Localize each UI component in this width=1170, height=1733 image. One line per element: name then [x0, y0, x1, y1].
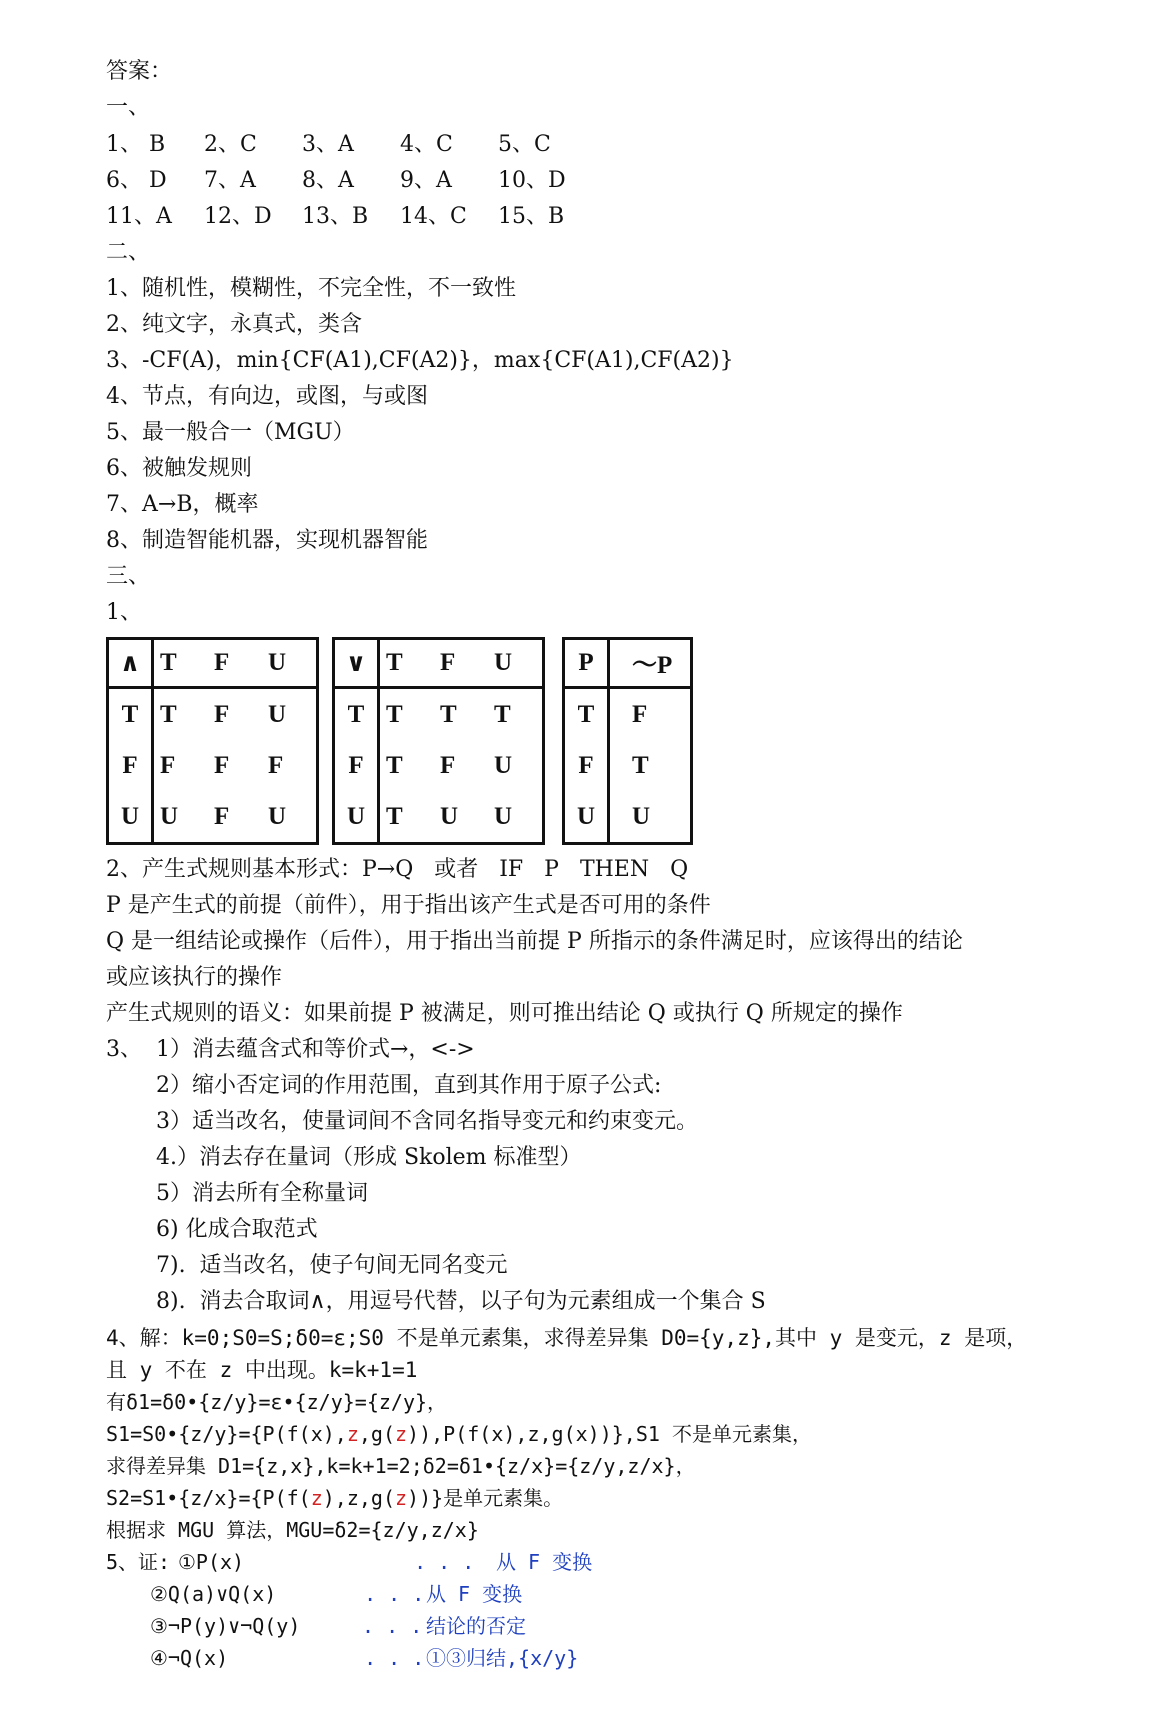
- row-label-cell: U: [334, 791, 379, 844]
- mc-answer: 14、C: [400, 204, 467, 229]
- fill-answer: 5、最一般合一（MGU）: [106, 420, 355, 445]
- q4-line: [106, 1420, 812, 1448]
- value-cell: U: [268, 700, 287, 728]
- header-cell: F: [434, 639, 488, 688]
- q5-step: [178, 1548, 592, 1576]
- value-cell: F: [214, 802, 230, 830]
- q5-expr: ②Q(a)∨Q(x): [150, 1582, 277, 1606]
- operator-cell: P: [564, 639, 609, 688]
- mc-row: [106, 167, 596, 195]
- fill-answer: 7、A→B，概率: [106, 492, 259, 517]
- value-cell: F: [214, 751, 230, 779]
- value-cell: T: [386, 751, 403, 779]
- value-cell: T: [632, 751, 649, 779]
- mc-answer: 7、A: [204, 168, 256, 193]
- header-cell: T: [379, 639, 435, 688]
- mc-answer: 10、D: [498, 168, 566, 193]
- value-cell: F: [440, 751, 456, 779]
- q4-text: )),P(f(x),z,g(x))},S1 不是单元素集，: [407, 1422, 812, 1446]
- operator-cell: ∨: [334, 639, 379, 688]
- q3-label: 3、: [106, 1037, 142, 1062]
- q2-line: Q 是一组结论或操作（后件），用于指出当前提 P 所指示的条件满足时，应该得出的结论: [106, 929, 963, 954]
- value-cell: F: [160, 751, 176, 779]
- q5-reason: 从 F 变换: [496, 1550, 593, 1574]
- q5-expr: ④¬Q(x): [150, 1646, 229, 1670]
- header-cell: T: [153, 639, 209, 688]
- row-label-cell: F: [108, 740, 153, 791]
- section-1-heading: 一、: [106, 95, 151, 120]
- q4-text: S2=S1•{z/x}={P(f(: [106, 1486, 311, 1510]
- q2-line: 或应该执行的操作: [106, 965, 283, 990]
- mc-answer: 4、C: [400, 132, 453, 157]
- mc-row: [106, 131, 596, 159]
- q5-step: [150, 1644, 578, 1672]
- mc-answer: 2、C: [204, 132, 257, 157]
- operator-cell: ∧: [108, 639, 153, 688]
- q3-step: 8). 消去合取词∧，用逗号代替，以子句为元素组成一个集合 S: [156, 1289, 766, 1314]
- q4-text: ),z,g(: [322, 1486, 395, 1510]
- section-3-heading: 三、: [106, 564, 151, 589]
- and-truth-table: [106, 637, 319, 845]
- fill-answer: 4、节点，有向边，或图，与或图: [106, 384, 428, 409]
- value-cell: F: [214, 700, 230, 728]
- value-cell: F: [632, 700, 648, 728]
- q5-expr: ③¬P(y)∨¬Q(y): [150, 1614, 301, 1638]
- q4-highlight: z: [346, 1422, 359, 1446]
- q4-line: 根据求 MGU 算法，MGU=δ2={z/y,z/x}: [106, 1518, 479, 1542]
- fill-answer: 8、制造智能机器，实现机器智能: [106, 528, 428, 553]
- q4-text: ,g(: [358, 1422, 395, 1446]
- value-cell: U: [268, 802, 287, 830]
- row-label-cell: F: [334, 740, 379, 791]
- mc-answer: 9、A: [400, 168, 452, 193]
- q5-dots: . . .: [340, 1646, 425, 1670]
- q5-dots: . . .: [340, 1582, 425, 1606]
- mc-answer: 5、C: [498, 132, 551, 157]
- q1-label: 1、: [106, 600, 142, 625]
- header-cell: F: [208, 639, 262, 688]
- value-cell: F: [268, 751, 284, 779]
- mc-answer: 11、A: [106, 204, 172, 229]
- value-cell: U: [494, 802, 513, 830]
- q4-highlight: z: [310, 1486, 323, 1510]
- value-cell: U: [494, 751, 513, 779]
- not-truth-table: [562, 637, 693, 845]
- q2-line: 2、产生式规则基本形式：P→Q 或者 IF P THEN Q: [106, 857, 689, 882]
- q4-line: 且 y 不在 z 中出现。k=k+1=1: [106, 1358, 418, 1382]
- header-cell: U: [262, 639, 318, 688]
- q5-reason: 从 F 变换: [426, 1582, 523, 1606]
- row-label-cell: T: [334, 688, 379, 741]
- fill-answer: 3、-CF(A)，min{CF(A1),CF(A2)}，max{CF(A1),CF(A2)}: [106, 348, 734, 373]
- q5-expr: ①P(x): [178, 1550, 245, 1574]
- q5-reason: ①③归结,{x/y}: [426, 1646, 579, 1670]
- q4-line: 4、解：k=0;S0=S;δ0=ε;S0 不是单元素集，求得差异集 D0={y,z},其中 y 是变元，z 是项，: [106, 1326, 1028, 1350]
- q4-line: 有δ1=δ0•{z/y}=ε•{z/y}={z/y}，: [106, 1390, 448, 1414]
- q3-step: 1）消去蕴含式和等价式→，<->: [156, 1037, 475, 1062]
- fill-answer: 6、被触发规则: [106, 456, 252, 481]
- q3-step: 3）适当改名，使量词间不含同名指导变元和约束变元。: [156, 1109, 698, 1134]
- row-label-cell: U: [108, 791, 153, 844]
- q4-highlight: z: [395, 1422, 408, 1446]
- q2-line: P 是产生式的前提（前件），用于指出该产生式是否可用的条件: [106, 893, 711, 918]
- q2-line: 产生式规则的语义：如果前提 P 被满足，则可推出结论 Q 或执行 Q 所规定的操作: [106, 1001, 903, 1026]
- value-cell: T: [160, 700, 177, 728]
- value-cell: T: [386, 802, 403, 830]
- fill-answer: 1、随机性，模糊性，不完全性，不一致性: [106, 276, 516, 301]
- mc-answer: 6、 D: [106, 168, 167, 193]
- mc-row: [106, 203, 596, 231]
- fill-answer: 2、纯文字，永真式，类含: [106, 312, 362, 337]
- q3-step: 5）消去所有全称量词: [156, 1181, 368, 1206]
- q5-reason: 结论的否定: [426, 1614, 526, 1638]
- section-2-heading: 二、: [106, 240, 151, 265]
- value-cell: T: [440, 700, 457, 728]
- q5-step: [150, 1612, 526, 1640]
- q5-dots: . . .: [350, 1614, 423, 1638]
- q5-step: [150, 1580, 522, 1608]
- value-cell: U: [440, 802, 459, 830]
- q4-text: S1=S0•{z/y}={P(f(x),: [106, 1422, 347, 1446]
- q3-step: 2）缩小否定词的作用范围，直到其作用于原子公式:: [156, 1073, 662, 1098]
- mc-answer: 12、D: [204, 204, 272, 229]
- q4-text: ))}是单元素集。: [407, 1486, 564, 1510]
- q4-line: [106, 1484, 563, 1512]
- or-truth-table: [332, 637, 545, 845]
- header-cell: ～P: [609, 639, 692, 688]
- row-label-cell: T: [564, 688, 609, 741]
- q5-dots: . . .: [390, 1550, 475, 1574]
- mc-answer: 8、A: [302, 168, 354, 193]
- mc-answer: 1、 B: [106, 132, 166, 157]
- value-cell: T: [494, 700, 511, 728]
- mc-answer: 3、A: [302, 132, 354, 157]
- q4-line: 求得差异集 D1={z,x},k=k+1=2;δ2=δ1•{z/x}={z/y,z/x}，: [106, 1454, 696, 1478]
- q3-step: 7). 适当改名，使子句间无同名变元: [156, 1253, 508, 1278]
- doc-title: 答案：: [106, 59, 173, 84]
- row-label-cell: F: [564, 740, 609, 791]
- row-label-cell: T: [108, 688, 153, 741]
- q3-step: 4.）消去存在量词（形成 Skolem 标准型）: [156, 1145, 582, 1170]
- value-cell: U: [160, 802, 179, 830]
- value-cell: T: [386, 700, 403, 728]
- q5-label: 5、证:: [106, 1550, 171, 1574]
- header-cell: U: [488, 639, 544, 688]
- q4-highlight: z: [395, 1486, 408, 1510]
- mc-answer: 13、B: [302, 204, 369, 229]
- value-cell: U: [632, 802, 651, 830]
- q3-step: 6) 化成合取范式: [156, 1217, 318, 1242]
- mc-answer: 15、B: [498, 204, 565, 229]
- row-label-cell: U: [564, 791, 609, 844]
